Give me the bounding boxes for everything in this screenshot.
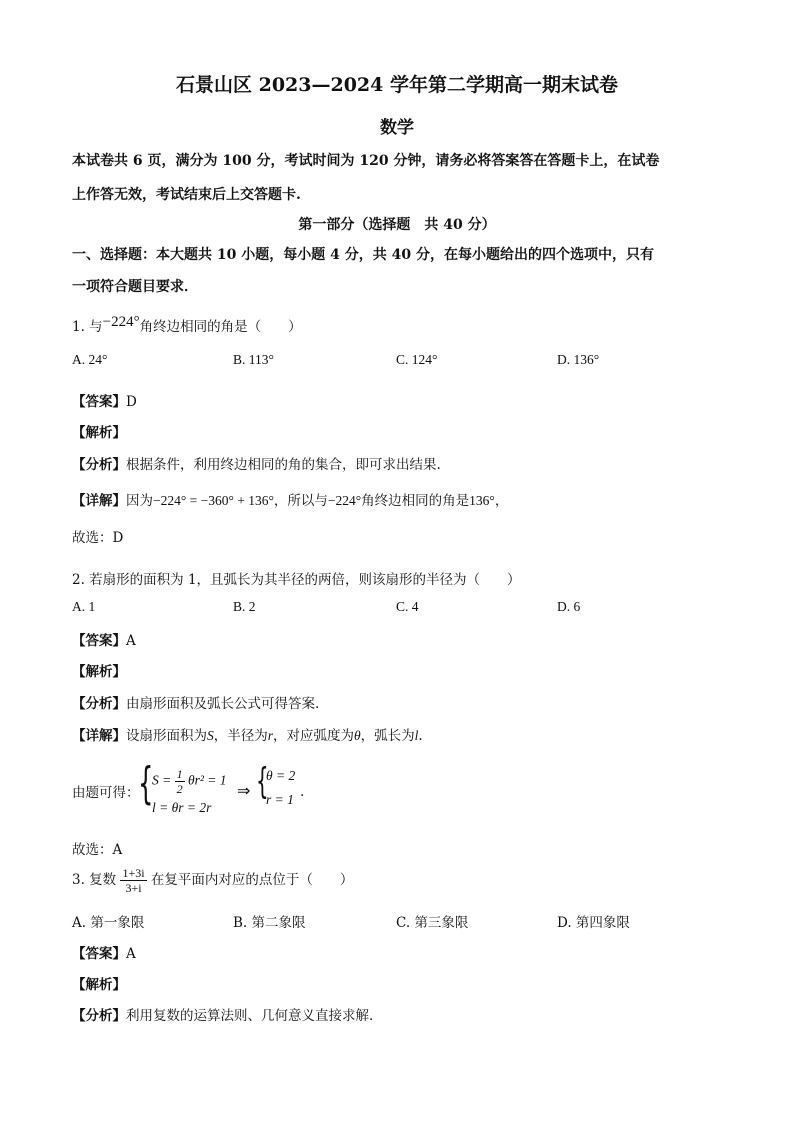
question-1-prefix: 1. 与 bbox=[72, 319, 103, 335]
question-2-option-a: A. 1 bbox=[72, 599, 96, 614]
question-2-detail-b: ，半径为 bbox=[213, 728, 268, 744]
fenxi-label: 【分析】 bbox=[72, 696, 126, 712]
result-theta: θ = 2 bbox=[266, 768, 296, 783]
question-1-option-a: A. 24° bbox=[72, 352, 108, 367]
question-2-option-c: C. 4 bbox=[396, 599, 419, 614]
question-1-option-c: C. 124° bbox=[396, 352, 438, 367]
question-1-detail bbox=[72, 489, 508, 509]
question-2-detail bbox=[72, 724, 423, 744]
equation-line-2: l = θr = 2r bbox=[152, 800, 212, 815]
one-half-fraction bbox=[175, 767, 185, 796]
question-1-fenxi bbox=[72, 453, 441, 473]
implies-arrow: ⇒ bbox=[237, 783, 251, 800]
question-1-answer bbox=[72, 390, 137, 410]
question-3-option-c: C. 第三象限 bbox=[396, 915, 469, 931]
q3-numerator: 1+3i bbox=[122, 866, 145, 880]
detail-label: 【详解】 bbox=[72, 493, 126, 509]
question-1-detail-c: −224° bbox=[327, 493, 362, 508]
question-2-detail-c: ，对应弧度为 bbox=[273, 728, 355, 744]
question-3-prefix: 3. 复数 bbox=[72, 872, 117, 888]
question-3-answer bbox=[72, 942, 136, 962]
question-2-stem: 2. 若扇形的面积为 1，且弧长为其半径的两倍，则该扇形的半径为（ ） bbox=[72, 572, 521, 588]
answer-label: 【答案】 bbox=[72, 946, 126, 962]
question-3-option-a: A. 第一象限 bbox=[72, 915, 145, 931]
question-1-choose-value: D bbox=[112, 530, 124, 546]
detail-label: 【详解】 bbox=[72, 728, 126, 744]
answer-label: 【答案】 bbox=[72, 394, 126, 410]
question-2-choose-value: A bbox=[112, 842, 123, 858]
section-line-1: 一、选择题：本大题共 10 小题，每小题 4 分，共 40 分，在每小题给出的四个选项中，只有 bbox=[72, 247, 654, 263]
fraction-numerator: 1 bbox=[176, 767, 183, 781]
question-1-equation: −224° = −360° + 136° bbox=[153, 493, 274, 508]
answer-label: 【答案】 bbox=[72, 633, 126, 649]
question-2-answer-value: A bbox=[126, 633, 136, 649]
question-3-option-b: B. 第二象限 bbox=[233, 915, 306, 931]
exam-title: 石景山区 2023—2024 学年第二学期高一期末试卷 bbox=[176, 74, 618, 96]
left-brace-1: { bbox=[138, 758, 154, 809]
fenxi-label: 【分析】 bbox=[72, 457, 126, 473]
question-2-fenxi bbox=[72, 692, 319, 712]
choose-label: 故选： bbox=[72, 842, 113, 858]
question-1-suffix: 角终边相同的角是（ ） bbox=[139, 319, 302, 335]
question-2-choose bbox=[72, 838, 122, 858]
equation-line-1 bbox=[152, 767, 227, 796]
question-1-option-b: B. 113° bbox=[233, 352, 274, 367]
question-1-analysis-label: 【解析】 bbox=[72, 425, 126, 441]
question-3-fenxi-text: 利用复数的运算法则、几何意义直接求解． bbox=[126, 1008, 383, 1024]
left-brace-2: { bbox=[256, 761, 269, 802]
q3-denominator: 3+i bbox=[125, 881, 142, 895]
fraction-denominator: 2 bbox=[176, 782, 183, 796]
question-1-option-d: D. 136° bbox=[557, 352, 600, 367]
question-2-detail-e: . bbox=[418, 728, 423, 744]
eq1-left: S = bbox=[152, 772, 172, 788]
question-1-stem bbox=[72, 315, 302, 336]
result-r: r = 1 bbox=[266, 792, 294, 807]
question-1-detail-e: 136° bbox=[469, 493, 495, 508]
question-1-fenxi-text: 根据条件，利用终边相同的角的集合，即可求出结果. bbox=[126, 457, 441, 473]
question-3-stem bbox=[72, 866, 353, 895]
variable-l: l bbox=[414, 728, 419, 743]
variable-theta: θ bbox=[354, 728, 361, 743]
choose-label: 故选： bbox=[72, 530, 113, 546]
question-2-option-b: B. 2 bbox=[233, 599, 256, 614]
question-1-detail-f: ， bbox=[494, 493, 509, 509]
variable-r: r bbox=[267, 728, 274, 743]
variable-s: S bbox=[207, 728, 214, 743]
part-title: 第一部分（选择题 共 40 分） bbox=[298, 217, 496, 233]
question-1-answer-value: D bbox=[126, 394, 137, 410]
question-3-fenxi bbox=[72, 1004, 383, 1024]
question-3-answer-value: A bbox=[126, 946, 136, 962]
question-3-fraction bbox=[120, 866, 146, 895]
question-1-detail-a: 因为 bbox=[126, 493, 153, 509]
question-2-fenxi-text: 由扇形面积及弧长公式可得答案. bbox=[126, 696, 320, 712]
question-2-analysis-label: 【解析】 bbox=[72, 664, 126, 680]
intro-line-2: 上作答无效，考试结束后上交答题卡. bbox=[72, 187, 301, 203]
derive-dot: . bbox=[300, 784, 305, 800]
question-1-angle: −224° bbox=[102, 314, 140, 330]
question-2-answer bbox=[72, 629, 136, 649]
subject-title: 数学 bbox=[380, 118, 414, 138]
question-1-detail-d: 角终边相同的角是 bbox=[361, 493, 470, 509]
section-line-2: 一项符合题目要求． bbox=[72, 279, 198, 295]
question-1-detail-b: ，所以与 bbox=[273, 493, 328, 509]
question-1-choose bbox=[72, 526, 123, 546]
eq1-right: θr² = 1 bbox=[188, 772, 227, 788]
question-2-detail-a: 设扇形面积为 bbox=[126, 728, 207, 744]
derive-label: 由题可得： bbox=[72, 785, 140, 801]
question-2-detail-d: ，弧长为 bbox=[360, 728, 415, 744]
question-3-analysis-label: 【解析】 bbox=[72, 977, 126, 993]
question-3-suffix: 在复平面内对应的点位于（ ） bbox=[150, 872, 354, 888]
fenxi-label: 【分析】 bbox=[72, 1008, 126, 1024]
question-2-option-d: D. 6 bbox=[557, 599, 581, 614]
question-3-option-d: D. 第四象限 bbox=[557, 915, 630, 931]
intro-line-1: 本试卷共 6 页，满分为 100 分，考试时间为 120 分钟，请务必将答案答在答题卡上，在试卷 bbox=[72, 153, 660, 169]
